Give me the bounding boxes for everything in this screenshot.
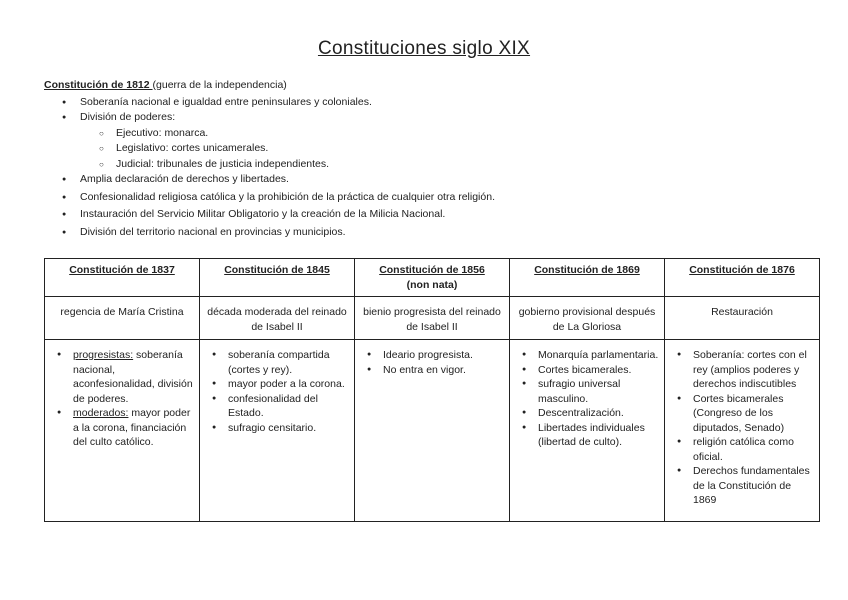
- list-item: ● No entra en vigor.: [359, 363, 505, 378]
- sub-list-item: ○ Legislativo: cortes unicamerales.: [44, 141, 804, 157]
- list-item: ● mayor poder a la corona.: [204, 377, 350, 392]
- features-1856: [355, 340, 510, 522]
- sub-list-item: ○ Ejecutivo: monarca.: [44, 126, 804, 142]
- header-1869: Constitución de 1869: [510, 259, 665, 297]
- list-item: ● Confesionalidad religiosa católica y la prohibición de la práctica de cualquier otra religión.: [44, 190, 804, 206]
- features-1845: [200, 340, 355, 522]
- features-1837: [45, 340, 200, 522]
- table-row-features: [45, 340, 820, 522]
- period-1876: Restauración: [665, 297, 820, 340]
- period-1869: gobierno provisional después de La Gloriosa: [510, 297, 665, 340]
- list-item: ● División de poderes:: [44, 110, 804, 126]
- table-row-period: [45, 297, 820, 340]
- list-item: ● Instauración del Servicio Militar Obligatorio y la creación de la Milicia Nacional.: [44, 207, 804, 223]
- features-1869: [510, 340, 665, 522]
- list-item: ● Ideario progresista.: [359, 348, 505, 363]
- list-item: ● religión católica como oficial.: [669, 435, 815, 464]
- section-heading-title: Constitución de 1812: [44, 79, 153, 91]
- list-item: ● moderados: mayor poder a la corona, financiación del culto católico.: [49, 406, 195, 450]
- list-item: ● progresistas: soberanía nacional, aconfesionalidad, división de poderes.: [49, 348, 195, 406]
- list-item: ● Cortes bicamerales.: [514, 363, 660, 378]
- header-1845: Constitución de 1845: [200, 259, 355, 297]
- list-item: ● Soberanía: cortes con el rey (amplios poderes y derechos indiscutibles: [669, 348, 815, 392]
- list-item: ● División del territorio nacional en provincias y municipios.: [44, 225, 804, 241]
- constitutions-table: [44, 258, 820, 522]
- section-heading-subtitle: (guerra de la independencia): [152, 79, 287, 91]
- table-header-row: [45, 259, 820, 297]
- list-item: ● Libertades individuales (libertad de culto).: [514, 421, 660, 450]
- section-heading: [44, 78, 804, 94]
- bullet-list: [44, 95, 804, 241]
- list-item: ● soberanía compartida (cortes y rey).: [204, 348, 350, 377]
- header-1856: Constitución de 1856 (non nata): [355, 259, 510, 297]
- list-item: ● sufragio universal masculino.: [514, 377, 660, 406]
- features-1876: [665, 340, 820, 522]
- list-item: ● Cortes bicamerales (Congreso de los diputados, Senado): [669, 392, 815, 436]
- list-item: ● Derechos fundamentales de la Constitución de 1869: [669, 464, 815, 508]
- period-1845: década moderada del reinado de Isabel II: [200, 297, 355, 340]
- list-item: ● sufragio censitario.: [204, 421, 350, 436]
- header-1876: Constitución de 1876: [665, 259, 820, 297]
- period-1837: regencia de María Cristina: [45, 297, 200, 340]
- sub-list-item: ○ Judicial: tribunales de justicia independientes.: [44, 157, 804, 173]
- header-1856-note: (non nata): [406, 278, 458, 291]
- header-1837: Constitución de 1837: [45, 259, 200, 297]
- page-title: Constituciones siglo XIX: [317, 38, 531, 59]
- list-item: ● Soberanía nacional e igualdad entre peninsulares y coloniales.: [44, 95, 804, 111]
- list-item: ● Amplia declaración de derechos y libertades.: [44, 172, 804, 188]
- list-item: ● confesionalidad del Estado.: [204, 392, 350, 421]
- list-item: ● Descentralización.: [514, 406, 660, 421]
- period-1856: bienio progresista del reinado de Isabel II: [355, 297, 510, 340]
- list-item: ● Monarquía parlamentaria.: [514, 348, 660, 363]
- constitution-1812-section: [44, 78, 804, 240]
